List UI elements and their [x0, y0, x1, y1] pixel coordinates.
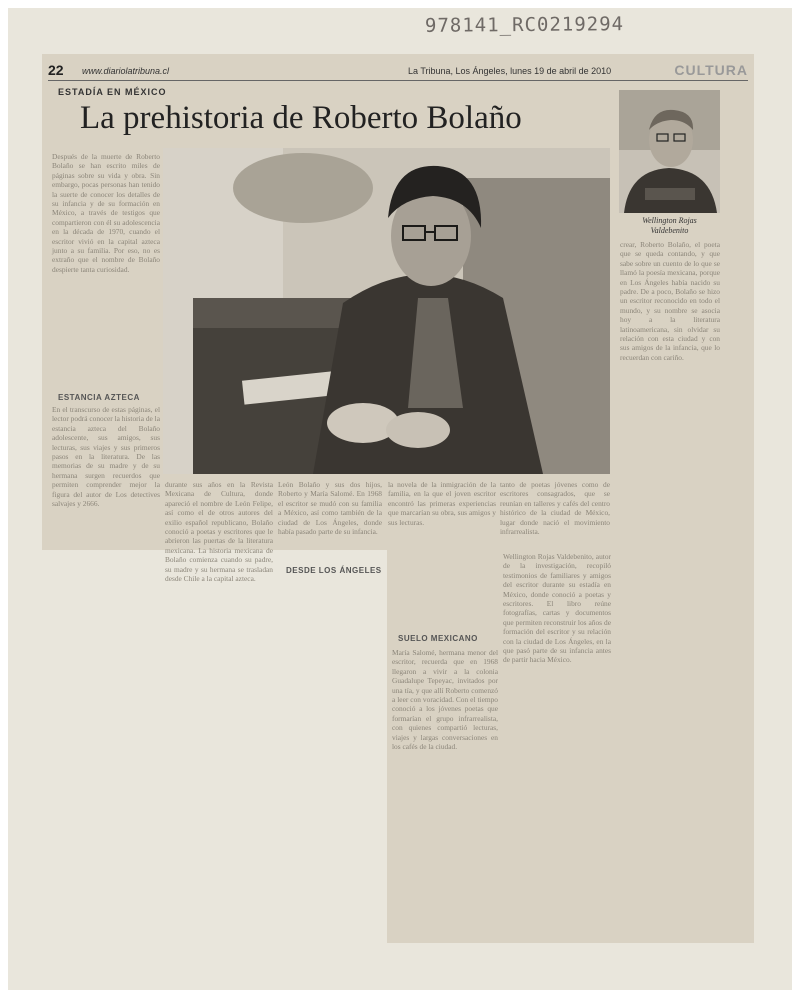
article-column-5: tanto de poetas jóvenes como de escritores consagrados, que se reunían en talleres y cafés del centro histórico de la ciudad de México, lugar donde nació el movimiento infrarrealista. [500, 480, 610, 537]
site-url: www.diariolatribuna.cl [82, 66, 170, 76]
article-column-1-top: Después de la muerte de Roberto Bolaño se han escrito miles de páginas sobre su vida y obra. Sin embargo, pocas personas han tenido la suerte de conocer los detalles de su infancia y de su formación en México, a través de testigos que compartieron con él su adolescencia en la década de 1970, cuando el escritor vivió en la capital azteca junto a su familia. Por eso, no es extraño que el nombre de Bolaño despierte tanta curiosidad. [52, 152, 160, 274]
article-column-4: la novela de la inmigración de la familia, en la que el joven escritor encontró las primeras experiencias que marcarían su obra, sus amigos y sus lecturas. [388, 480, 496, 527]
handwritten-reference: 978141_RC0219294 [424, 13, 625, 37]
page-header [48, 62, 748, 80]
article-column-1-bottom: En el transcurso de estas páginas, el lector podrá conocer la historia de la estancia azteca del Bolaño adolescente, sus amigos, sus lecturas, sus viajes y sus primeros pasos en la literatura. De las memorias de su madre y de su hermana surgen recuerdos que permiten comprender mejor la figura del autor de Los detectives salvajes y 2666. [52, 405, 160, 509]
article-column-2: durante sus años en la Revista Mexicana de Cultura, donde apareció el nombre de León Felipe, así como el de otros autores del exilio español republicano, Bolaño conoció a poetas y escritores que le abrieron las puertas de la literatura mexicana. La historia mexicana de Bolaño comienza cuando su padre, su madre y su hermana se trasladan desde Chile a la capital azteca. [165, 480, 273, 584]
portrait-caption [619, 216, 720, 236]
subhead-desde: DESDE LOS ÁNGELES [286, 566, 382, 575]
headline: La prehistoria de Roberto Bolaño [80, 100, 522, 136]
section-label: CULTURA [674, 62, 748, 78]
kicker: ESTADÍA EN MÉXICO [58, 87, 167, 97]
header-rule [48, 80, 748, 81]
author-portrait-graphic [619, 90, 720, 213]
page-number: 22 [48, 62, 64, 78]
article-column-lower-left: María Salomé, hermana menor del escritor, recuerda que en 1968 llegaron a vivir a la colonia Guadalupe Tepeyac, invitados por una tía, y que allí Roberto comenzó a leer con voracidad. Con el tiempo conoció a los jóvenes poetas que formarían el grupo infrarrealista, con quienes compartió lecturas, viajes y largas conversaciones en los cafés de la ciudad. [392, 648, 498, 752]
author-portrait-photo [619, 90, 720, 213]
article-column-right: crear, Roberto Bolaño, el poeta que se queda contando, y que sabe sobre un cuento de lo que se llamó la poesía mexicana, porque en Los Ángeles había nacido su padre. De a poco, Bolaño se hizo un escritor reconocido en todo el mundo, y su nombre se asocia hoy a la literatura latinoamericana, sin olvidar su relación con esta ciudad y con sus amigos de la infancia, que lo recuerdan con cariño. [620, 240, 720, 362]
portrait-caption-surname: Valdebenito [650, 226, 689, 235]
subhead-suelo: SUELO MEXICANO [398, 634, 478, 643]
main-photo [163, 148, 610, 474]
article-column-3: León Bolaño y sus dos hijos, Roberto y María Salomé. En 1968 el escritor se mudó con su familia a México, así como también de la ciudad de Los Ángeles, donde había pasado parte de su infancia. [278, 480, 382, 537]
dateline: La Tribuna, Los Ángeles, lunes 19 de abril de 2010 [408, 66, 612, 76]
portrait-caption-name: Wellington Rojas [642, 216, 697, 225]
article-column-lower-right: Wellington Rojas Valdebenito, autor de la investigación, recopiló testimonios de familiares y amigos del escritor durante su estadía en México, donde conoció a poetas y escritores. El libro reúne fotografías, cartas y documentos que permiten reconstruir los años de formación del escritor y su relación con la ciudad de Los Ángeles, en la que pasó parte de su infancia antes de partir hacia México. [503, 552, 611, 665]
subhead-estancia: ESTANCIA AZTECA [58, 393, 140, 402]
main-photo-graphic [163, 148, 610, 474]
